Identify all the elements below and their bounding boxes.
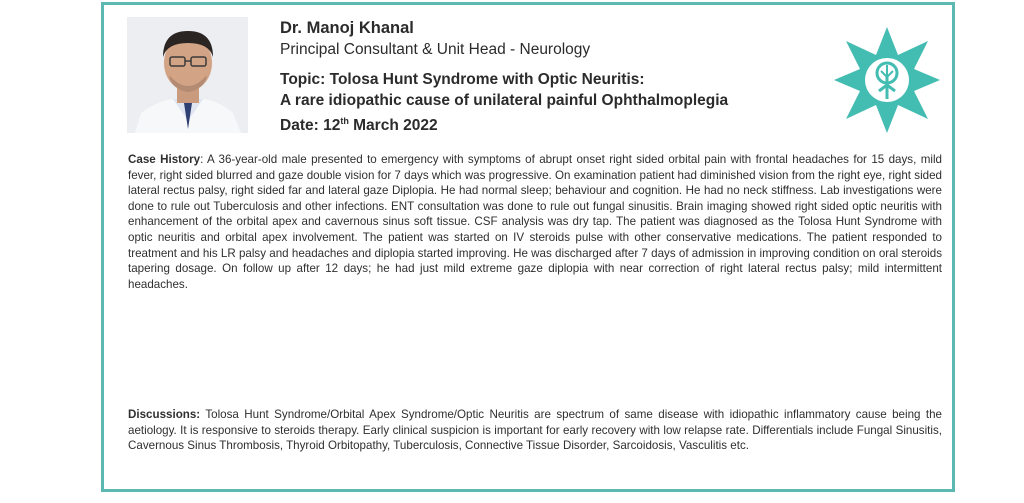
discussions-paragraph xyxy=(128,407,942,454)
discussions-label: Discussions: xyxy=(128,408,201,421)
case-history-label: Case History xyxy=(128,153,201,166)
date-label: Date: xyxy=(280,117,319,135)
case-history-text: : A 36-year-old male presented to emergency with symptoms of abrupt onset right sided orbital pain with frontal headaches for 15 days, mild fever, right sided blurred and gaze double vision for 7 days which was progressive. On examination patient had diminished vision from the right eye, right sided lateral rectus palsy, right sided far and lateral gaze Diplopia. He had normal sleep; behaviour and cognition. He had no neck stiffness. Lab investigations were done to rule out Tuberculosis and other infections. ENT consultation was done to rule out fungal sinusitis. Brain imaging showed right sided optic neuritis with enhancement of the orbital apex and cavernous sinus soft tissue. CSF analysis was dry tap. The patient was diagnosed as the Tolosa Hunt Syndrome with optic neuritis and orbital apex involvement. The patient was started on IV steroids pulse with other conservative medications. The patient responded to treatment and his LR palsy and headaches and diplopia started improving. He was discharged after 7 days of admission in improving condition on oral steroids tapering dosage. On follow up after 12 days; he had just mild extreme gaze diplopia with near correction of right lateral rectus palsy; mild intermittent headaches. xyxy=(128,153,942,291)
date-suffix: th xyxy=(340,116,349,126)
topic-line-1: Topic: Tolosa Hunt Syndrome with Optic Neuritis: xyxy=(280,71,645,88)
doctor-name: Dr. Manoj Khanal xyxy=(280,19,414,37)
case-study-card xyxy=(101,2,955,492)
hospital-logo-icon xyxy=(832,25,942,135)
date-day: 12 xyxy=(323,117,341,135)
date-line xyxy=(280,111,840,136)
doctor-title: Principal Consultant & Unit Head - Neurology xyxy=(280,41,591,58)
header xyxy=(280,17,840,136)
topic-line-2: A rare idiopathic cause of unilateral painful Ophthalmoplegia xyxy=(280,92,729,109)
case-history-paragraph xyxy=(128,152,942,292)
doctor-portrait-illustration xyxy=(127,17,248,133)
topic-heading xyxy=(280,69,840,111)
date-month-year: March 2022 xyxy=(353,117,438,135)
doctor-photo xyxy=(127,17,248,133)
discussions-text: Tolosa Hunt Syndrome/Orbital Apex Syndrome/Optic Neuritis are spectrum of same disease with idiopathic inflammatory cause being the aetiology. It is responsive to steroids therapy. Early clinical suspicion is important for early recovery with low relapse rate. Differentials include Fungal Sinusitis, Cavernous Sinus Thrombosis, Thyroid Orbitopathy, Tuberculosis, Connective Tissue Disorder, Sarcoidosis, Vasculitis etc. xyxy=(128,408,942,453)
